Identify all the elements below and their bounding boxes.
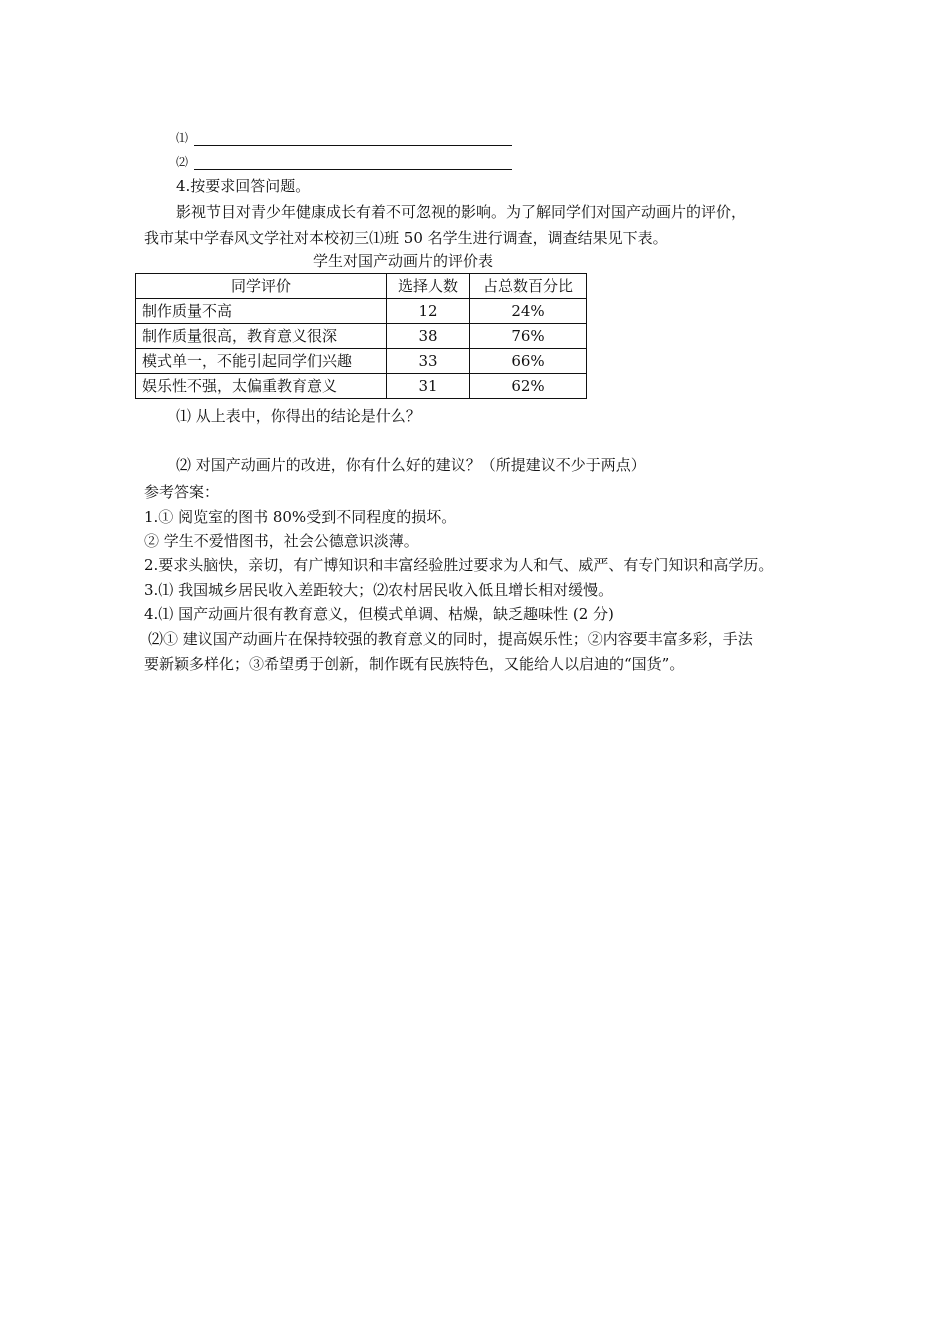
evaluation-table [135,273,587,399]
question-4-heading: 4.按要求回答问题。 [176,177,311,195]
table-title: 学生对国产动画片的评价表 [313,252,494,270]
question-4-intro-line-2: 我市某中学春风文学社对本校初三⑴班 50 名学生进行调查，调查结果见下表。 [144,229,668,247]
table-header-row [136,274,587,299]
cell-evaluation: 制作质量很高，教育意义很深 [136,324,387,349]
sub-question-2: ⑵ 对国产动画片的改进，你有什么好的建议？（所提建议不少于两点） [176,456,646,474]
table-row [136,374,587,399]
cell-count: 31 [387,374,470,399]
answer-line: ② 学生不爱惜图书，社会公德意识淡薄。 [144,532,419,550]
question-4-intro-line-1: 影视节目对青少年健康成长有着不可忽视的影响。为了解同学们对国产动画片的评价， [176,203,747,221]
header-evaluation: 同学评价 [136,274,387,299]
cell-count: 38 [387,324,470,349]
table-row [136,349,587,374]
blank-1-underline [194,145,512,146]
cell-count: 12 [387,299,470,324]
answer-line: 2.要求头脑快，亲切，有广博知识和丰富经验胜过要求为人和气、威严、有专门知识和高学历。 [144,556,774,574]
answers-heading: 参考答案： [144,483,220,501]
cell-percent: 66% [470,349,587,374]
cell-percent: 76% [470,324,587,349]
cell-evaluation: 制作质量不高 [136,299,387,324]
answer-line: 3.⑴ 我国城乡居民收入差距较大；⑵农村居民收入低且增长相对缓慢。 [144,581,614,599]
cell-percent: 24% [470,299,587,324]
answer-line: 4.⑴ 国产动画片很有教育意义，但模式单调、枯燥，缺乏趣味性 (2 分) [144,605,614,623]
answer-line: 要新颖多样化；③希望勇于创新，制作既有民族特色，又能给人以启迪的“国货”。 [144,655,685,673]
cell-percent: 62% [470,374,587,399]
answer-line: 1.① 阅览室的图书 80%受到不同程度的损坏。 [144,508,457,526]
blank-2 [176,151,188,172]
cell-evaluation: 娱乐性不强，太偏重教育意义 [136,374,387,399]
cell-evaluation: 模式单一，不能引起同学们兴趣 [136,349,387,374]
blank-1 [176,127,188,148]
table-row [136,324,587,349]
answer-line: ⑵① 建议国产动画片在保持较强的教育意义的同时，提高娱乐性；②内容要丰富多彩，手法 [148,630,753,648]
cell-count: 33 [387,349,470,374]
table-row [136,299,587,324]
sub-question-1: ⑴ 从上表中，你得出的结论是什么？ [176,407,421,425]
header-percent: 占总数百分比 [470,274,587,299]
blank-2-underline [194,169,512,170]
header-count: 选择人数 [387,274,470,299]
blank-2-label: ⑵ [176,155,189,169]
blank-1-label: ⑴ [176,131,189,145]
